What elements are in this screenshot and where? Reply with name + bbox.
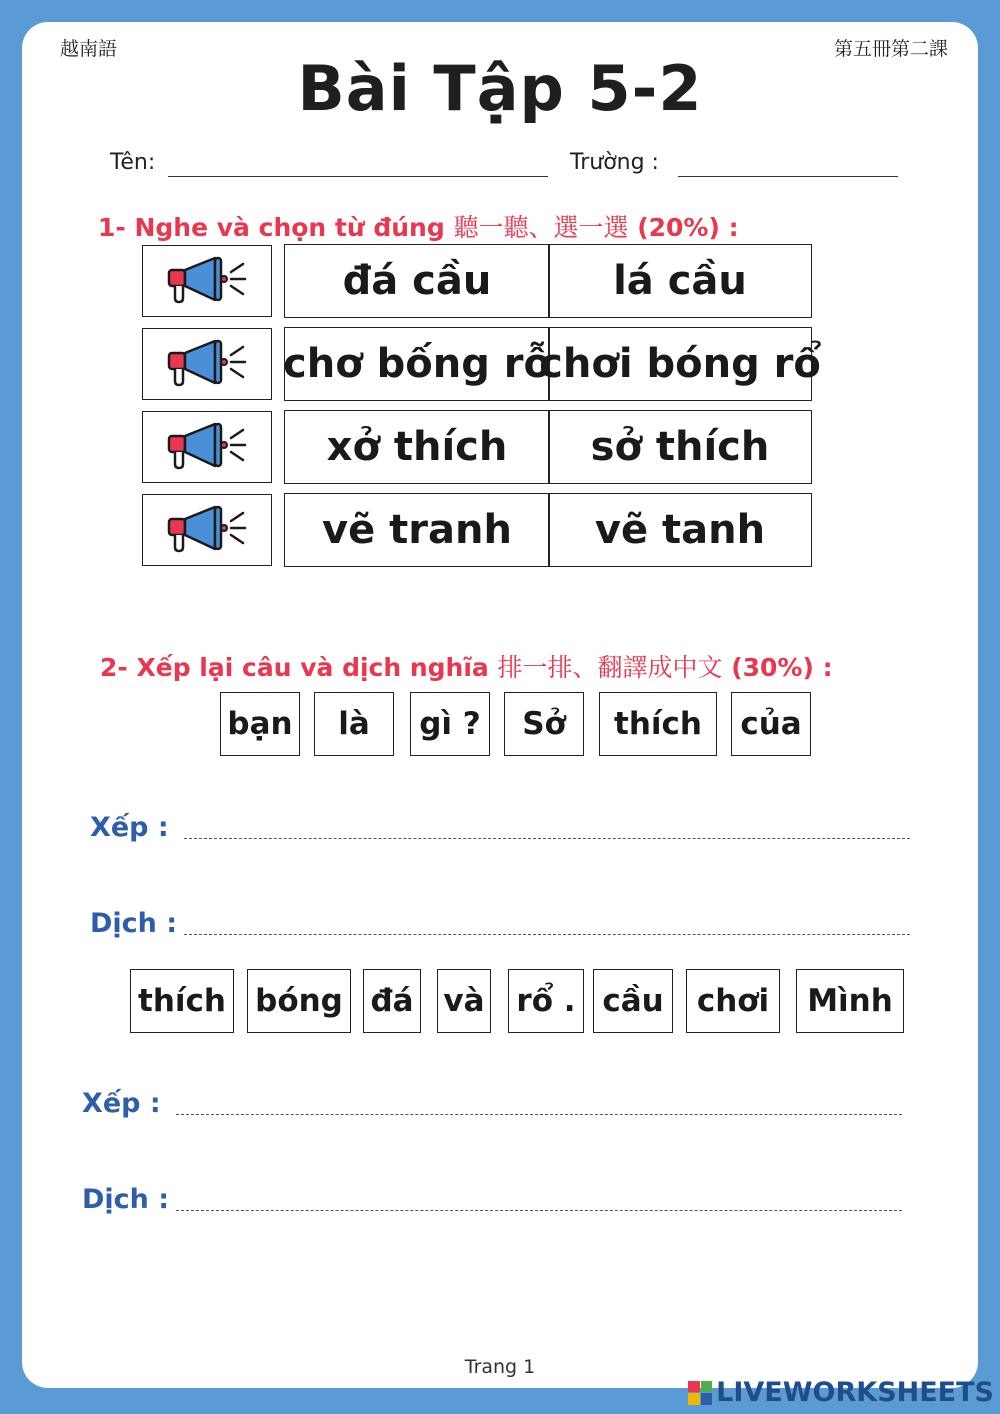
play-audio-button[interactable] (142, 245, 272, 317)
arrange-label-2: Xếp : (82, 1088, 161, 1119)
section2-title-suffix: (30%) : (722, 653, 833, 682)
arrange-label-1: Xếp : (90, 812, 169, 843)
worksheet-page (22, 22, 978, 1388)
lesson-label: 第五冊第二課 (833, 38, 948, 60)
option-b[interactable]: lá cầu (548, 244, 812, 318)
word-tile[interactable]: đá (363, 969, 421, 1033)
option-a[interactable]: đá cầu (284, 244, 550, 318)
translate-label-2: Dịch : (82, 1184, 170, 1215)
option-b[interactable]: vẽ tanh (548, 493, 812, 567)
option-a[interactable]: vẽ tranh (284, 493, 550, 567)
page-title: Bài Tập 5-2 (297, 52, 703, 125)
arrange-answer-2[interactable] (176, 1114, 902, 1115)
word-tile[interactable]: chơi (686, 969, 780, 1033)
brand-logo (688, 1377, 994, 1408)
word-tile[interactable]: thích (130, 969, 234, 1033)
name-label: Tên: (110, 150, 156, 175)
section2-title-text: 2- Xếp lại câu và dịch nghĩa (100, 653, 498, 682)
megaphone-icon (165, 337, 249, 391)
word-tile[interactable]: gì ? (410, 692, 490, 756)
play-audio-button[interactable] (142, 494, 272, 566)
section1-title-suffix: (20%) : (628, 213, 739, 242)
word-tile[interactable]: bóng (247, 969, 351, 1033)
translate-answer-2[interactable] (176, 1210, 902, 1211)
word-tile[interactable]: rổ . (508, 969, 584, 1033)
section1-title-text: 1- Nghe và chọn từ đúng (98, 213, 454, 242)
translate-answer-1[interactable] (184, 934, 910, 935)
arrange-answer-1[interactable] (184, 838, 910, 839)
megaphone-icon (165, 420, 249, 474)
word-tile[interactable]: và (437, 969, 491, 1033)
school-field[interactable] (678, 176, 898, 177)
translate-label-1: Dịch : (90, 908, 178, 939)
word-tile[interactable]: Mình (796, 969, 904, 1033)
megaphone-icon (165, 254, 249, 308)
word-tile[interactable]: cầu (593, 969, 673, 1033)
word-tile[interactable]: bạn (220, 692, 300, 756)
word-tile[interactable]: Sở (504, 692, 584, 756)
word-tile[interactable]: thích (599, 692, 717, 756)
megaphone-icon (165, 503, 249, 557)
subject-label: 越南語 (60, 38, 118, 60)
school-label: Trường : (570, 150, 659, 175)
section2-title (100, 648, 833, 684)
word-tile[interactable]: của (731, 692, 811, 756)
option-a[interactable]: xở thích (284, 410, 550, 484)
brand-badge-icon (688, 1381, 712, 1405)
play-audio-button[interactable] (142, 328, 272, 400)
section1-title (98, 208, 739, 244)
play-audio-button[interactable] (142, 411, 272, 483)
section1-title-zh: 聽一聽、選一選 (453, 213, 629, 242)
name-field[interactable] (168, 176, 548, 177)
option-b[interactable]: sở thích (548, 410, 812, 484)
page-number: Trang 1 (464, 1356, 536, 1378)
option-a[interactable]: chơ bống rỗ (284, 327, 550, 401)
option-b[interactable]: chơi bóng rổ (548, 327, 812, 401)
word-tile[interactable]: là (314, 692, 394, 756)
section2-title-zh: 排一排、翻譯成中文 (497, 653, 723, 682)
brand-name: LIVEWORKSHEETS (716, 1377, 994, 1408)
